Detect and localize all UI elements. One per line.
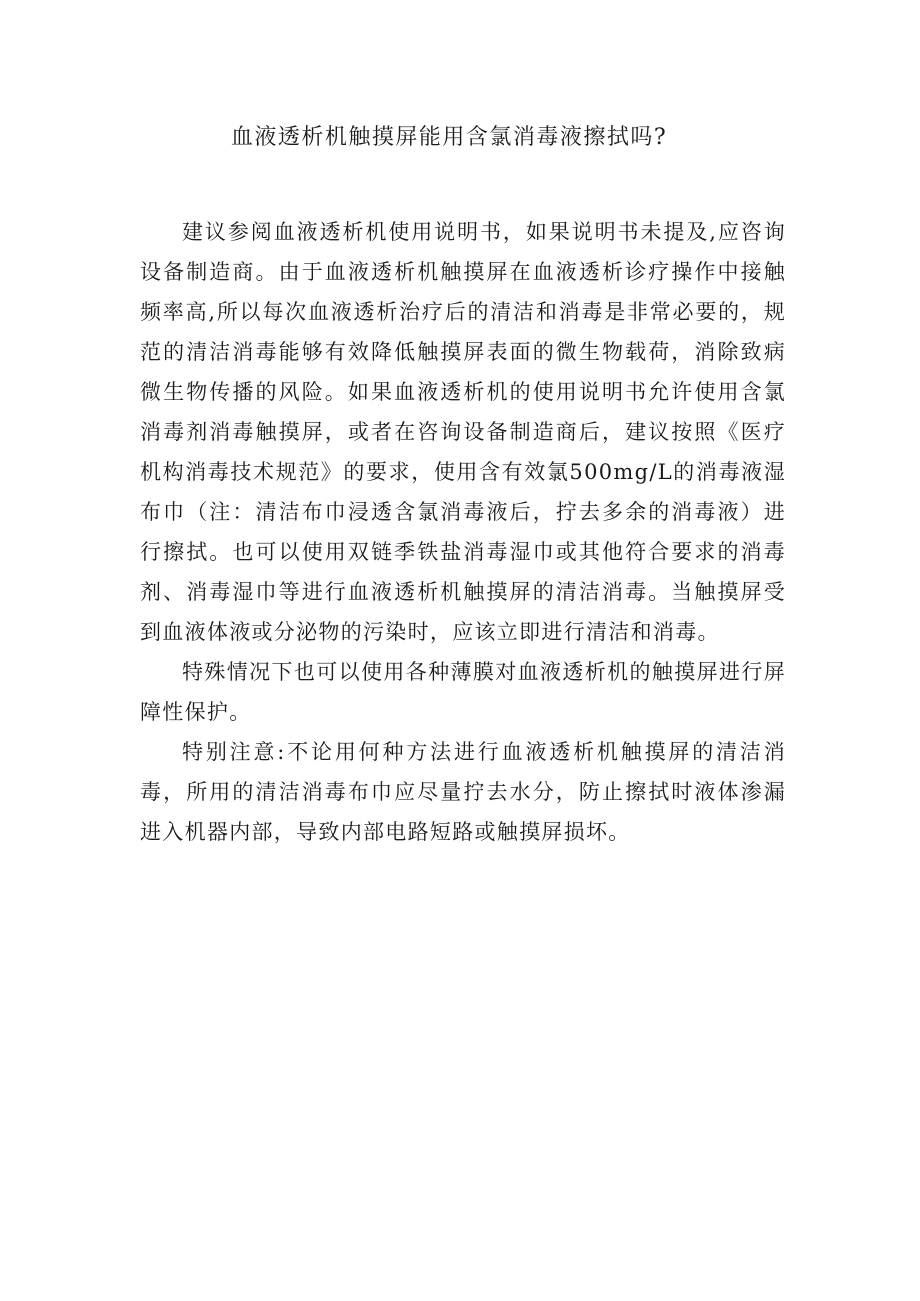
document-body <box>140 212 786 852</box>
document-title: 血液透析机触摸屏能用含氯消毒液擦拭吗? <box>230 125 668 150</box>
paragraph-recommendation: 建议参阅血液透析机使用说明书，如果说明书未提及,应咨询设备制造商。由于血液透析机触摸屏在血液透析诊疗操作中接触频率高,所以每次血液透析治疗后的清洁和消毒是非常必要的，规范的清洁消毒能够有效降低触摸屏表面的微生物载荷，消除致病微生物传播的风险。如果血液透析机的使用说明书允许使用含氯消毒剂消毒触摸屏，或者在咨询设备制造商后，建议按照《医疗机构消毒技术规范》的要求，使用含有效氯500mg/L的消毒液湿布巾（注：清洁布巾浸透含氯消毒液后，拧去多余的消毒液）进行擦拭。也可以使用双链季铁盐消毒湿巾或其他符合要求的消毒剂、消毒湿巾等进行血液透析机触摸屏的清洁消毒。当触摸屏受到血液体液或分泌物的污染时，应该立即进行清洁和消毒。 <box>140 220 786 644</box>
paragraph-special-note: 特别注意:不论用何种方法进行血液透析机触摸屏的清洁消毒，所用的清洁消毒布巾应尽量拧去水分，防止擦拭时液体渗漏进入机器内部，导致内部电路短路或触摸屏损坏。 <box>140 740 786 844</box>
paragraph-film-protection: 特殊情况下也可以使用各种薄膜对血液透析机的触摸屏进行屏障性保护。 <box>140 660 786 724</box>
